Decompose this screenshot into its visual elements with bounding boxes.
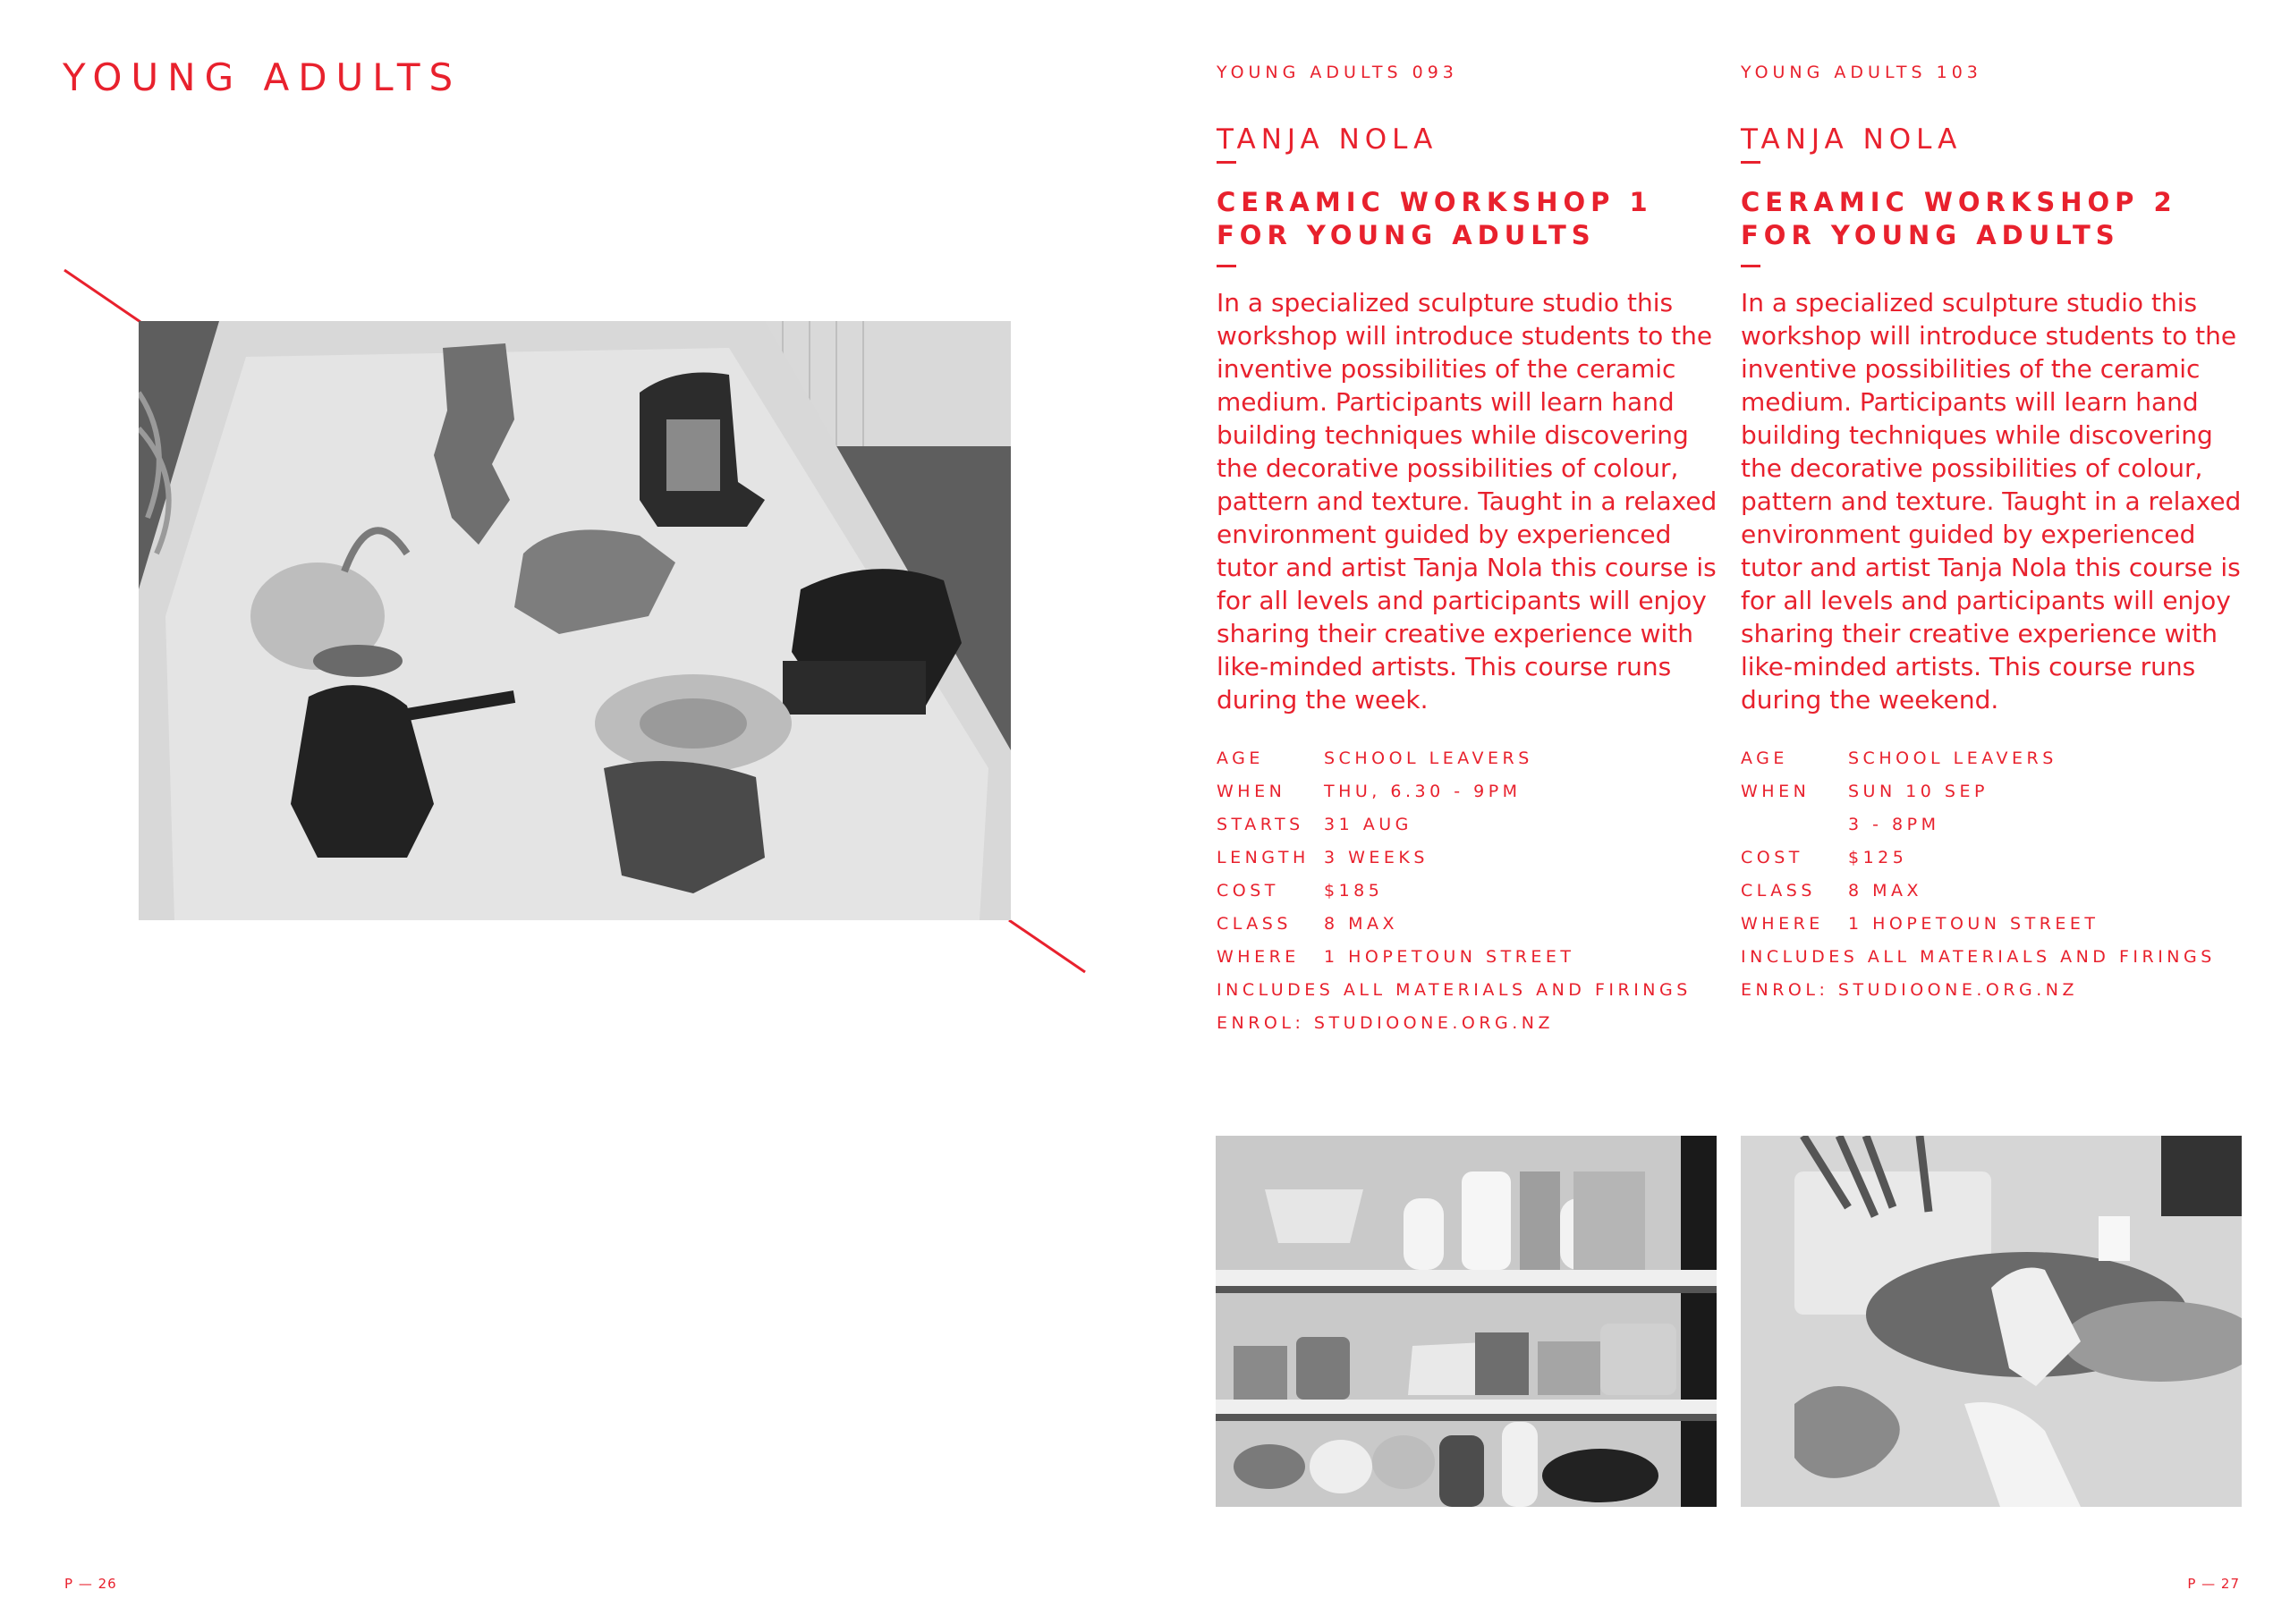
diagonal-line-bottom-right bbox=[1009, 920, 1085, 972]
detail-label: CLASS bbox=[1217, 914, 1292, 934]
course-2-description: In a specialized sculpture studio this workshop will introduce students to the inventive possibilities of the ceramic medium. Participants will learn hand building techniques while discovering the decorative possibilities of colour, pattern and texture. Taught in a relaxed environment guided by experienced tutor and artist Tanja Nola this course is for all levels and participants will enjoy sharing their creative experience with like-minded artists. This course runs during the weekend. bbox=[1741, 288, 2242, 715]
diagonal-line-top-left bbox=[64, 270, 140, 322]
pottery-shelf-illustration bbox=[1216, 1136, 1717, 1507]
detail-row-cost bbox=[1217, 875, 1718, 908]
detail-value: 8 MAX bbox=[1848, 881, 1923, 901]
course-1-details bbox=[1217, 742, 1718, 1040]
detail-label: AGE bbox=[1741, 749, 1788, 768]
detail-label: STARTS bbox=[1217, 815, 1304, 834]
detail-value: $125 bbox=[1848, 848, 1908, 867]
detail-row-time bbox=[1741, 808, 2242, 842]
section-title: YOUNG ADULTS bbox=[63, 55, 462, 99]
detail-row-cost bbox=[1741, 842, 2242, 875]
detail-row-where bbox=[1741, 908, 2242, 941]
detail-value: SUN 10 SEP bbox=[1848, 782, 1989, 801]
course-1-title bbox=[1217, 186, 1718, 252]
page-number-left: P — 26 bbox=[64, 1576, 117, 1592]
course-1-description: In a specialized sculpture studio this workshop will introduce students to the inventive possibilities of the ceramic medium. Participants will learn hand building techniques while discovering the decorative possibilities of colour, pattern and texture. Taught in a relaxed environment guided by experienced tutor and artist Tanja Nola this course is for all levels and participants will enjoy sharing their creative experience with like-minded artists. This course runs during the week. bbox=[1217, 288, 1718, 715]
photo-pottery-shelf bbox=[1216, 1136, 1717, 1507]
course-2-code: YOUNG ADULTS 103 bbox=[1741, 63, 1982, 82]
page-number-right: P — 27 bbox=[2187, 1576, 2240, 1592]
course-1-title-line-2: FOR YOUNG ADULTS bbox=[1217, 220, 1596, 250]
course-2-title-line-2: FOR YOUNG ADULTS bbox=[1741, 220, 2120, 250]
detail-value: 3 - 8PM bbox=[1848, 815, 1940, 834]
course-1-tutor: TANJA NOLA bbox=[1217, 123, 1438, 156]
course-1-enrol-link[interactable]: ENROL: STUDIOONE.ORG.NZ bbox=[1217, 1013, 1555, 1033]
detail-label: COST bbox=[1217, 881, 1279, 901]
detail-label: WHEN bbox=[1741, 782, 1811, 801]
detail-label: WHERE bbox=[1217, 947, 1300, 967]
detail-label: CLASS bbox=[1741, 881, 1816, 901]
course-2-divider-1 bbox=[1741, 161, 1760, 164]
course-2-details bbox=[1741, 742, 2242, 1007]
detail-label: COST bbox=[1741, 848, 1803, 867]
course-1-divider-2 bbox=[1217, 265, 1236, 267]
detail-row-when bbox=[1217, 775, 1718, 808]
detail-value: THU, 6.30 - 9PM bbox=[1324, 782, 1522, 801]
detail-value: SCHOOL LEAVERS bbox=[1848, 749, 2057, 768]
detail-label: WHERE bbox=[1741, 914, 1824, 934]
course-2-title bbox=[1741, 186, 2242, 252]
detail-row-where bbox=[1217, 941, 1718, 974]
course-1-includes: INCLUDES ALL MATERIALS AND FIRINGS bbox=[1217, 980, 1692, 1000]
course-2-title-line-1: CERAMIC WORKSHOP 2 bbox=[1741, 187, 2177, 217]
hands-clay-illustration bbox=[1741, 1136, 2242, 1507]
detail-value: 1 HOPETOUN STREET bbox=[1848, 914, 2099, 934]
detail-value: 31 AUG bbox=[1324, 815, 1412, 834]
course-2-includes: INCLUDES ALL MATERIALS AND FIRINGS bbox=[1741, 947, 2216, 967]
detail-row-class bbox=[1217, 908, 1718, 941]
detail-value: $185 bbox=[1324, 881, 1384, 901]
detail-value: SCHOOL LEAVERS bbox=[1324, 749, 1533, 768]
detail-value: 1 HOPETOUN STREET bbox=[1324, 947, 1575, 967]
detail-row-age bbox=[1217, 742, 1718, 775]
course-1-title-line-1: CERAMIC WORKSHOP 1 bbox=[1217, 187, 1653, 217]
course-2-enrol-link[interactable]: ENROL: STUDIOONE.ORG.NZ bbox=[1741, 980, 2079, 1000]
ceramic-teapots-illustration bbox=[139, 321, 1011, 920]
detail-row-age bbox=[1741, 742, 2242, 775]
detail-label: WHEN bbox=[1217, 782, 1286, 801]
detail-row-class bbox=[1741, 875, 2242, 908]
detail-row-length bbox=[1217, 842, 1718, 875]
course-1-divider-1 bbox=[1217, 161, 1236, 164]
detail-value: 3 WEEKS bbox=[1324, 848, 1429, 867]
photo-hands-working-clay bbox=[1741, 1136, 2242, 1507]
detail-label: AGE bbox=[1217, 749, 1264, 768]
detail-row-starts bbox=[1217, 808, 1718, 842]
course-1-code: YOUNG ADULTS 093 bbox=[1217, 63, 1458, 82]
course-2-tutor: TANJA NOLA bbox=[1741, 123, 1963, 156]
detail-row-when bbox=[1741, 775, 2242, 808]
course-2-divider-2 bbox=[1741, 265, 1760, 267]
detail-value: 8 MAX bbox=[1324, 914, 1399, 934]
main-photo-ceramic-teapots bbox=[139, 321, 1011, 920]
detail-label: LENGTH bbox=[1217, 848, 1310, 867]
